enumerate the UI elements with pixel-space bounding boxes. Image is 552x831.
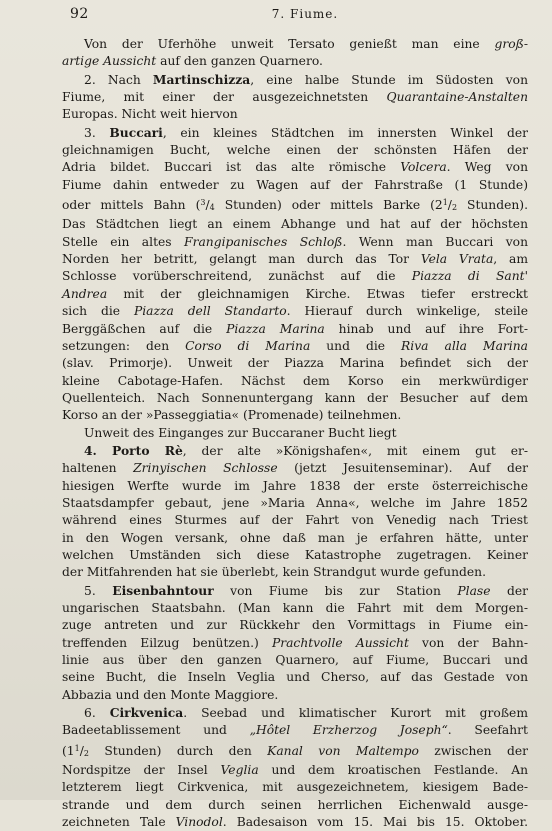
text-segment: gleichnamigen Bucht, welche einen der schönsten Häfen der [62, 143, 528, 158]
text-line [62, 36, 528, 53]
text-line [62, 582, 528, 600]
text-segment: Cirkvenica [109, 705, 184, 721]
text-line [62, 338, 528, 355]
text-segment: treffenden Eilzug benützen.) [62, 635, 272, 650]
text-segment: , am [493, 252, 528, 267]
text-line [62, 71, 528, 89]
text-segment: Badeetablissement und [62, 723, 250, 738]
text-segment: 6. [84, 706, 110, 721]
text-line [62, 268, 528, 285]
text-segment: (jetzt Jesuitenseminar). Auf der [277, 461, 528, 476]
text-segment: . Hierauf durch winkelige, steile [286, 304, 528, 319]
text-segment: 2. Nach [84, 72, 153, 87]
text-line [62, 251, 528, 268]
text-line [62, 194, 528, 216]
text-segment: und die [310, 338, 402, 353]
text-segment: . Weg von [446, 160, 528, 175]
text-segment: auf den ganzen Quarnero. [156, 54, 323, 69]
text-segment: hinab und auf ihre Fort- [324, 321, 528, 336]
text-segment: der [490, 583, 528, 598]
text-segment: 2 [83, 748, 89, 758]
text-segment: Stunden) durch den [88, 743, 268, 758]
text-line [62, 124, 528, 142]
text-segment: kleine Cabotage-Hafen. Nächst dem Korso ein merkwürdiger [62, 373, 528, 388]
text-segment: 3 [200, 198, 206, 208]
text-line [62, 407, 528, 424]
text-segment: 1 [442, 198, 448, 208]
text-line [62, 478, 528, 495]
text-segment: oder mittels Bahn ( [62, 198, 201, 213]
text-segment: zwischen der [418, 743, 528, 758]
text-line [62, 442, 528, 460]
text-line [62, 355, 528, 372]
text-segment: linie aus über den ganzen Quarnero, auf Fiume, Buccari und [62, 653, 528, 668]
text-line [62, 530, 528, 547]
text-segment: Abbazia und den Monte Maggiore. [62, 687, 279, 702]
text-line [62, 159, 528, 176]
text-segment: zuge antreten und zur Rückkehr den Vormittags in Fiume ein- [62, 618, 528, 633]
text-segment: Volcera [400, 160, 447, 175]
text-segment: seine Bucht, die Inseln Veglia und Cherso, auf das Gestade von [62, 670, 528, 685]
text-line [62, 797, 528, 814]
text-segment: Frangipanisches Schloß [184, 234, 343, 249]
text-segment: hiesigen Werfte wurde im Jahre 1838 der erste österreichische [62, 478, 528, 493]
text-segment: Staatsdampfer gebaut, jene »Maria Anna«, welche im Jahre 1852 [62, 495, 528, 510]
text-segment: Fiume, mit einer der ausgezeichnetsten [62, 90, 387, 105]
text-line [62, 704, 528, 722]
text-line [62, 234, 528, 251]
text-segment: von der Bahn- [408, 635, 528, 650]
text-segment: 2 [451, 203, 458, 213]
text-segment: strande und dem durch seinen herrlichen Eichenwald ausge- [62, 797, 528, 812]
text-segment: Andrea [62, 286, 108, 301]
text-segment: Kanal von Maltempo [267, 743, 419, 758]
text-segment: Buccari [109, 124, 163, 140]
text-line [62, 216, 528, 233]
text-segment: 1 [74, 743, 80, 753]
text-segment: (slav. Primorje). Unweit der Piazza Marina befindet sich der [62, 356, 528, 371]
text-segment: Berggäßchen auf die [62, 321, 227, 336]
text-segment: in den Wogen versank, ohne daß man je erfahren hätte, unter [62, 530, 528, 545]
text-segment: Corso di Marina [185, 338, 311, 353]
text-segment: / [447, 198, 452, 213]
text-segment: mit der gleichnamigen Kirche. Etwas tiefer erstreckt [107, 286, 528, 301]
text-line [62, 286, 528, 303]
text-line [62, 687, 528, 704]
text-segment: Stunden). [457, 198, 529, 213]
text-segment: und dem kroatischen Festlande. An [258, 763, 529, 778]
text-segment: Quarantaine-Anstalten [386, 90, 528, 105]
text-segment: der Mitfahrenden hat sie überlebt, kein Strandgut wurde gefunden. [62, 565, 486, 580]
text-line [62, 779, 528, 796]
text-segment: haltenen [62, 461, 134, 476]
text-line [62, 762, 528, 779]
text-segment: Zrinyischen Schlosse [133, 461, 278, 476]
text-segment: Plase [457, 583, 491, 598]
text-segment: 5. [84, 583, 113, 598]
text-line [62, 600, 528, 617]
text-segment: . Wenn man Buccari von [342, 234, 528, 249]
text-segment: 4. Porto Rè [84, 442, 183, 458]
text-segment: welchen Umständen sich diese Katastrophe zugetragen. Keiner [62, 547, 528, 562]
text-segment: Stelle ein altes [62, 234, 185, 249]
text-segment: Europas. Nicht weit hiervon [62, 107, 238, 122]
text-segment: (1 [62, 743, 75, 758]
text-segment: Vinodol [175, 815, 223, 830]
text-line [62, 722, 528, 739]
text-segment: Piazza di Sant' [411, 269, 528, 284]
text-line [62, 814, 528, 831]
text-segment: , der alte »Königshafen«, mit einem gut er- [182, 443, 528, 458]
text-segment: Quellenteich. Nach Sonnenuntergang kann der Besucher auf dem [62, 390, 528, 405]
text-segment: Riva alla Marina [401, 338, 528, 353]
text-line [62, 373, 528, 390]
text-line [62, 617, 528, 634]
text-segment: Das Städtchen liegt an einem Abhange und hat auf der höchsten [62, 217, 528, 232]
text-line [62, 547, 528, 564]
text-line [62, 635, 528, 652]
text-segment: Piazza Marina [226, 321, 325, 336]
text-segment: 4 [209, 203, 215, 213]
text-line [62, 460, 528, 477]
text-segment: letzterem liegt Cirkvenica, mit ausgezeichnetem, kiesigem Bade- [62, 780, 528, 795]
text-segment: Piazza dell Standarto [133, 304, 287, 319]
text-segment: Eisenbahntour [112, 582, 214, 598]
text-segment: , eine halbe Stunde im Südosten von [250, 72, 529, 87]
text-line [62, 740, 528, 762]
text-segment: artige Aussicht [62, 54, 157, 69]
text-segment: Von der Uferhöhe unweit Tersato genießt man eine [84, 37, 495, 51]
text-segment: Stunden) oder mittels Barke (2 [214, 198, 443, 213]
text-line [62, 564, 528, 581]
text-line [62, 669, 528, 686]
text-line [62, 303, 528, 320]
text-line [62, 89, 528, 106]
text-line [62, 512, 528, 529]
text-line [62, 321, 528, 338]
body-text [62, 36, 528, 831]
text-line [62, 390, 528, 407]
text-segment: Korso an der »Passeggiatia« (Promenade) teilnehmen. [62, 408, 402, 423]
page-number: 92 [70, 6, 89, 22]
text-segment: . Badesaison vom 15. Mai bis 15. Oktober. [222, 815, 529, 830]
text-segment: / [79, 743, 84, 758]
text-segment: während eines Sturmes auf der Fahrt von Venedig nach Triest [62, 513, 528, 528]
text-segment: / [205, 198, 210, 213]
text-segment: 3. [84, 125, 110, 140]
text-segment: sich die [62, 304, 134, 319]
text-segment: Schlosse vorüberschreitend, zunächst auf die [62, 269, 412, 284]
text-segment: Martinschizza [152, 71, 251, 87]
text-segment: , ein kleines Städtchen im innersten Winkel der [162, 125, 528, 140]
text-segment: . Seebad und klimatischer Kurort mit großem [183, 706, 528, 721]
text-line [62, 495, 528, 512]
running-head: 7. Fiume. [271, 7, 339, 21]
page-header [62, 6, 528, 28]
text-segment: groß- [494, 37, 528, 51]
text-segment: „Hôtel Erzherzog Joseph“ [249, 723, 448, 738]
text-segment: Nordspitze der Insel [62, 763, 221, 778]
text-segment: Adria bildet. Buccari ist das alte römische [62, 160, 401, 175]
text-line [62, 652, 528, 669]
text-segment: Unweit des Einganges zur Buccaraner Bucht liegt [84, 425, 397, 440]
text-segment: Prachtvolle Aussicht [271, 635, 409, 650]
text-segment: Veglia [220, 763, 259, 778]
text-segment: Vela Vrata [420, 252, 494, 267]
text-segment: setzungen: den [62, 338, 186, 353]
text-segment: Norden her betritt, gelangt man durch das Tor [62, 252, 421, 267]
text-line [62, 142, 528, 159]
text-line [62, 106, 528, 123]
text-line [62, 425, 528, 442]
text-line [62, 177, 528, 194]
text-segment: . Seefahrt [447, 723, 528, 738]
text-segment: ungarischen Staatsbahn. (Man kann die Fahrt mit dem Morgen- [62, 601, 528, 615]
text-segment: von Fiume bis zur Station [213, 583, 458, 598]
text-segment: Fiume dahin entweder zu Wagen auf der Fahrstraße (1 Stunde) [62, 177, 528, 192]
text-line [62, 53, 528, 70]
text-segment: zeichneten Tale [62, 815, 176, 830]
